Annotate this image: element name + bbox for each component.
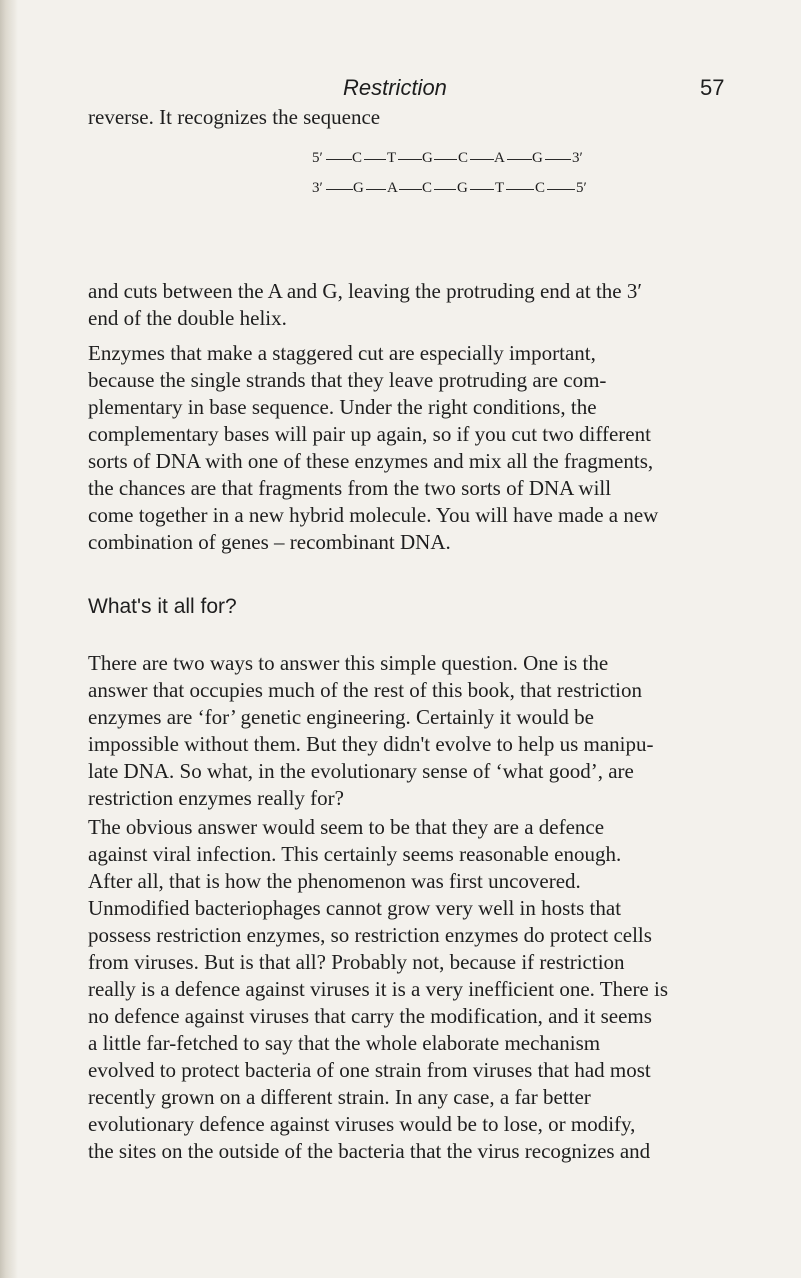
base-label: C xyxy=(422,180,433,196)
text-line: Enzymes that make a staggered cut are especially important, xyxy=(88,341,596,365)
text-line: no defence against viruses that carry the modification, and it seems xyxy=(88,1004,652,1028)
bond-line xyxy=(547,189,575,190)
paragraph-two-answers xyxy=(88,650,736,812)
text-line: the sites on the outside of the bacteria that the virus recognizes and xyxy=(88,1139,651,1163)
bond-line xyxy=(399,189,422,190)
text-line: because the single strands that they leave protruding are com- xyxy=(88,368,607,392)
strand-end-label: 5′ xyxy=(576,180,587,196)
bond-line xyxy=(507,159,532,160)
text-line: come together in a new hybrid molecule. You will have made a new xyxy=(88,503,659,527)
bond-line xyxy=(366,189,386,190)
intro-line xyxy=(88,104,736,131)
base-label: G xyxy=(532,150,543,166)
strand-end-label: 3′ xyxy=(312,180,323,196)
bond-line xyxy=(364,159,386,160)
text-line: plementary in base sequence. Under the right conditions, the xyxy=(88,395,597,419)
text-line: There are two ways to answer this simple question. One is the xyxy=(88,651,609,675)
text-line: evolutionary defence against viruses would be to lose, or modify, xyxy=(88,1112,636,1136)
text-line: recently grown on a different strain. In any case, a far better xyxy=(88,1085,591,1109)
text-line: end of the double helix. xyxy=(88,306,287,330)
base-label: T xyxy=(495,180,505,196)
text-line: sorts of DNA with one of these enzymes and mix all the fragments, xyxy=(88,449,654,473)
book-spine-shadow xyxy=(0,0,18,1278)
bond-line xyxy=(545,159,571,160)
page-header xyxy=(0,72,801,104)
text-line: complementary bases will pair up again, so if you cut two different xyxy=(88,422,651,446)
text-line: answer that occupies much of the rest of this book, that restriction xyxy=(88,678,643,702)
base-label: G xyxy=(353,180,364,196)
base-label: A xyxy=(387,180,398,196)
bond-line xyxy=(434,189,456,190)
paragraph-viral-defence xyxy=(88,814,736,1165)
bond-line xyxy=(398,159,422,160)
text-line: from viruses. But is that all? Probably not, because if restriction xyxy=(88,950,625,974)
text-line: impossible without them. But they didn't evolve to help us manipu- xyxy=(88,732,654,756)
text-line: evolved to protect bacteria of one strain from viruses that had most xyxy=(88,1058,651,1082)
text-line: The obvious answer would seem to be that they are a defence xyxy=(88,815,605,839)
text-line: and cuts between the A and G, leaving the protruding end at the 3′ xyxy=(88,279,642,303)
base-label: G xyxy=(422,150,433,166)
text-line: After all, that is how the phenomenon was first uncovered. xyxy=(88,869,581,893)
base-label: C xyxy=(458,150,469,166)
paragraph-staggered-cut xyxy=(88,340,736,556)
text-line: enzymes are ‘for’ genetic engineering. Certainly it would be xyxy=(88,705,594,729)
base-label: C xyxy=(352,150,363,166)
page-number: 57 xyxy=(700,75,725,100)
bond-line xyxy=(326,189,353,190)
text-line: combination of genes – recombinant DNA. xyxy=(88,530,451,554)
bond-line xyxy=(434,159,457,160)
text-line: reverse. It recognizes the sequence xyxy=(88,105,381,129)
text-line: against viral infection. This certainly seems reasonable enough. xyxy=(88,842,622,866)
base-label: G xyxy=(457,180,468,196)
text-line: really is a defence against viruses it is a very inefficient one. There is xyxy=(88,977,669,1001)
bond-line xyxy=(470,189,494,190)
section-heading: What's it all for? xyxy=(88,595,237,618)
base-label: T xyxy=(387,150,397,166)
bond-line xyxy=(326,159,352,160)
strand-end-label: 3′ xyxy=(572,150,583,166)
base-label: C xyxy=(535,180,546,196)
text-line: possess restriction enzymes, so restriction enzymes do protect cells xyxy=(88,923,652,947)
running-head: Restriction xyxy=(343,75,447,100)
bond-line xyxy=(506,189,534,190)
text-line: a little far-fetched to say that the whole elaborate mechanism xyxy=(88,1031,601,1055)
paragraph-cut-description xyxy=(88,278,736,332)
text-line: late DNA. So what, in the evolutionary sense of ‘what good’, are xyxy=(88,759,634,783)
text-line: restriction enzymes really for? xyxy=(88,786,344,810)
text-line: the chances are that fragments from the two sorts of DNA will xyxy=(88,476,612,500)
strand-end-label: 5′ xyxy=(312,150,323,166)
text-line: Unmodified bacteriophages cannot grow very well in hosts that xyxy=(88,896,622,920)
bond-line xyxy=(470,159,494,160)
base-label: A xyxy=(494,150,505,166)
